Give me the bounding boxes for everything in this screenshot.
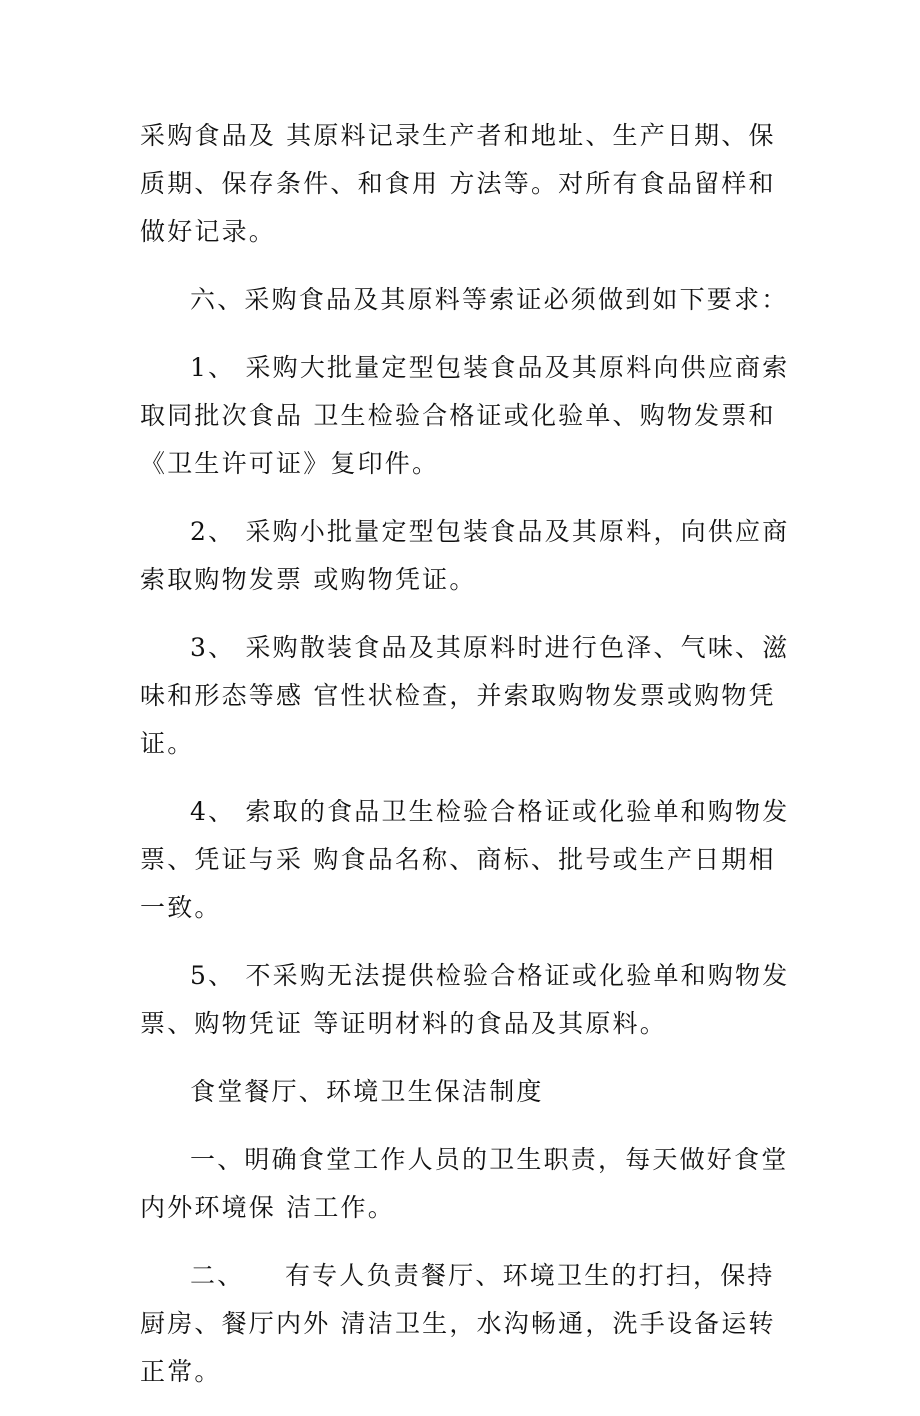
list-item-4: 4、 索取的食品卫生检验合格证或化验单和购物发票、凭证与采 购食品名称、商标、批号或生产日期相一致。	[140, 797, 790, 922]
policy-item-one: 一、明确食堂工作人员的卫生职责，每天做好食堂内外环境保 洁工作。	[140, 1145, 789, 1222]
list-item-3: 3、 采购散装食品及其原料时进行色泽、气味、滋味和形态等感 官性状检查，并索取购物发票或购物凭证。	[140, 633, 790, 758]
list-item-2: 2、 采购小批量定型包装食品及其原料，向供应商索取购物发票 或购物凭证。	[140, 517, 790, 594]
list-item-1: 1、 采购大批量定型包装食品及其原料向供应商索取同批次食品 卫生检验合格证或化验单、购物发票和《卫生许可证》复印件。	[140, 353, 790, 478]
paragraph-procurement-records: 采购食品及 其原料记录生产者和地址、生产日期、保质期、保存条件、和食用 方法等。对所有食品留样和做好记录。	[140, 121, 776, 246]
section-title-cleaning-policy: 食堂餐厅、环境卫生保洁制度	[190, 1077, 544, 1106]
section-heading-six: 六、采购食品及其原料等索证必须做到如下要求：	[190, 285, 789, 314]
policy-item-two: 二、 有专人负责餐厅、环境卫生的打扫，保持厨房、餐厅内外 清洁卫生，水沟畅通，洗手设备运转正常。	[140, 1261, 776, 1386]
document-body	[140, 112, 790, 1416]
list-item-5: 5、 不采购无法提供检验合格证或化验单和购物发票、购物凭证 等证明材料的食品及其原料。	[140, 961, 790, 1038]
